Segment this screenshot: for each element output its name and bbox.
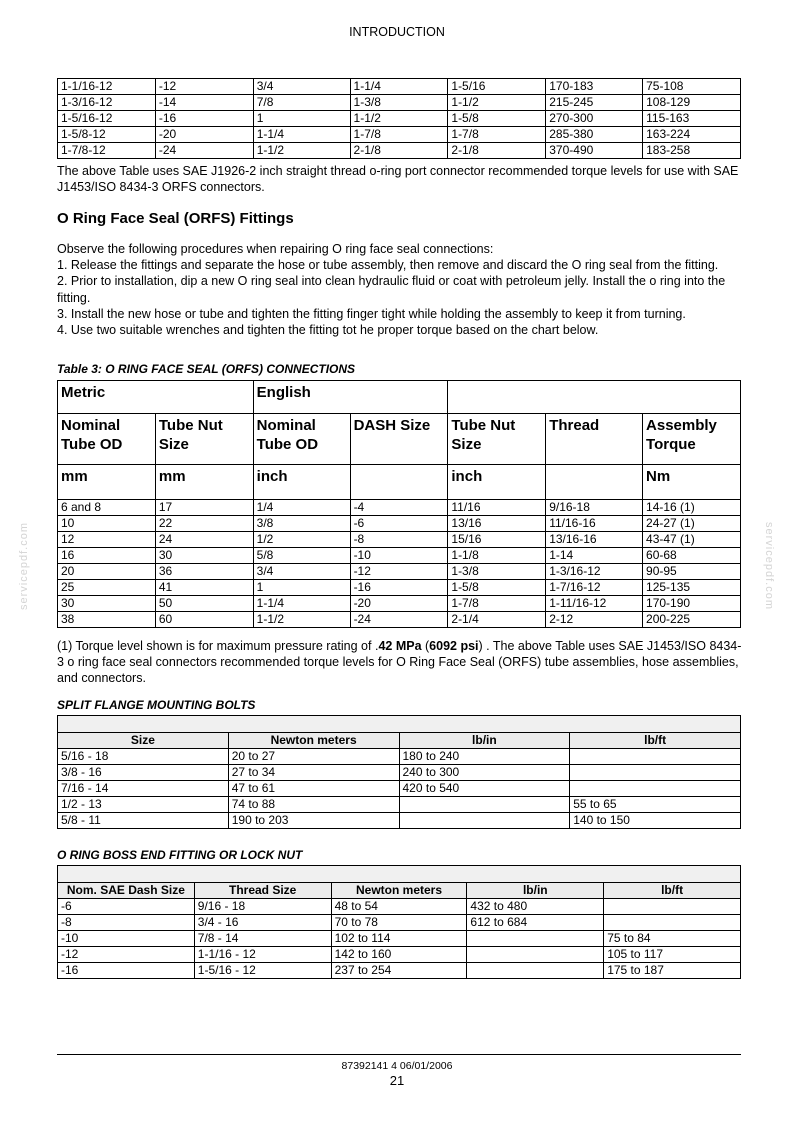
table-cell bbox=[570, 765, 741, 781]
table-cell: 24-27 (1) bbox=[643, 516, 741, 532]
table-row bbox=[58, 947, 741, 963]
table-cell: 2-12 bbox=[546, 612, 643, 628]
table-cell: -12 bbox=[58, 947, 195, 963]
table-cell: 1-5/8 bbox=[448, 580, 546, 596]
table-row bbox=[58, 548, 741, 564]
table-cell: 16 bbox=[58, 548, 156, 564]
col-header: lb/ft bbox=[604, 883, 741, 899]
col-header: Thread bbox=[546, 414, 643, 465]
table-cell: 1-1/4 bbox=[350, 79, 448, 95]
table-cell: -8 bbox=[58, 915, 195, 931]
group-blank bbox=[448, 381, 741, 414]
watermark-right: servicepdf.com bbox=[762, 522, 775, 610]
col-header: Tube Nut Size bbox=[448, 414, 546, 465]
split-flange-caption: SPLIT FLANGE MOUNTING BOLTS bbox=[57, 698, 256, 712]
col-header: DASH Size bbox=[350, 414, 448, 465]
table-cell: 48 to 54 bbox=[331, 899, 467, 915]
table-cell: 370-490 bbox=[546, 143, 643, 159]
table-cell: 3/4 bbox=[253, 564, 350, 580]
table-cell: -16 bbox=[350, 580, 448, 596]
page-number: 21 bbox=[389, 1073, 405, 1088]
table-cell: 9/16 - 18 bbox=[194, 899, 331, 915]
table-cell: 1 bbox=[253, 580, 350, 596]
unit-cell bbox=[350, 465, 448, 500]
split-flange-body bbox=[58, 749, 741, 829]
table-row bbox=[58, 915, 741, 931]
table-cell bbox=[570, 781, 741, 797]
col-header: Newton meters bbox=[228, 733, 399, 749]
table-cell bbox=[467, 947, 604, 963]
col-header: lb/in bbox=[399, 733, 570, 749]
table-cell: 2-1/4 bbox=[448, 612, 546, 628]
col-header: Newton meters bbox=[331, 883, 467, 899]
table-cell: 1-3/16-12 bbox=[58, 95, 156, 111]
table-cell: 1-3/8 bbox=[350, 95, 448, 111]
table-cell: 1-3/16-12 bbox=[546, 564, 643, 580]
note-text: (1) Torque level shown is for maximum pressure rating of . bbox=[57, 639, 379, 653]
procedure-step: 1. Release the fittings and separate the hose or tube assembly, then remove and discard the O ring seal from the fitting. bbox=[57, 258, 719, 273]
watermark-left: servicepdf.com bbox=[17, 522, 30, 610]
table-cell: 75 to 84 bbox=[604, 931, 741, 947]
table-cell: 55 to 65 bbox=[570, 797, 741, 813]
table-cell: -6 bbox=[350, 516, 448, 532]
table-cell: 24 bbox=[155, 532, 253, 548]
table-cell: 1/2 bbox=[253, 532, 350, 548]
table-cell: 1 bbox=[253, 111, 350, 127]
table-cell: 1-7/8 bbox=[448, 596, 546, 612]
table-row bbox=[58, 516, 741, 532]
table-cell: -24 bbox=[350, 612, 448, 628]
table-cell: 30 bbox=[155, 548, 253, 564]
table-cell: 115-163 bbox=[643, 111, 741, 127]
table-cell: 1-1/4 bbox=[253, 596, 350, 612]
table-cell: 17 bbox=[155, 500, 253, 516]
table-cell: 11/16 bbox=[448, 500, 546, 516]
table-cell: 175 to 187 bbox=[604, 963, 741, 979]
table-cell: 38 bbox=[58, 612, 156, 628]
table-cell: 163-224 bbox=[643, 127, 741, 143]
table-cell: 10 bbox=[58, 516, 156, 532]
table-cell: 1-5/16-12 bbox=[58, 111, 156, 127]
table-cell: -8 bbox=[350, 532, 448, 548]
table-cell: 50 bbox=[155, 596, 253, 612]
table-cell: 11/16-16 bbox=[546, 516, 643, 532]
table-cell: 5/8 bbox=[253, 548, 350, 564]
table-cell bbox=[467, 963, 604, 979]
table-cell: 20 bbox=[58, 564, 156, 580]
table-cell bbox=[467, 931, 604, 947]
col-header: Tube Nut Size bbox=[155, 414, 253, 465]
table-cell: -6 bbox=[58, 899, 195, 915]
page-header: INTRODUCTION bbox=[349, 25, 445, 39]
table-cell: -10 bbox=[58, 931, 195, 947]
table-cell: 240 to 300 bbox=[399, 765, 570, 781]
table-cell: 3/8 - 16 bbox=[58, 765, 229, 781]
table-cell: 1-11/16-12 bbox=[546, 596, 643, 612]
table-row bbox=[58, 564, 741, 580]
table-cell: 43-47 (1) bbox=[643, 532, 741, 548]
table-row bbox=[58, 781, 741, 797]
pressure-psi: 6092 psi bbox=[429, 639, 479, 653]
table-row bbox=[58, 749, 741, 765]
table-cell: -10 bbox=[350, 548, 448, 564]
col-header: lb/ft bbox=[570, 733, 741, 749]
table-cell: 15/16 bbox=[448, 532, 546, 548]
table-cell: -16 bbox=[155, 111, 253, 127]
table-cell: 27 to 34 bbox=[228, 765, 399, 781]
table-cell: 1-1/2 bbox=[253, 612, 350, 628]
table-cell: 60 bbox=[155, 612, 253, 628]
torque-table-body bbox=[58, 79, 741, 159]
note-text: ) . The above Table uses SAE J1453/ISO 8434-3 o ring face seal connectors recommended torque levels for O Ring Face Seal (ORFS) tube assemblies, hose assemblies, and connectors. bbox=[57, 639, 742, 686]
table-cell: 285-380 bbox=[546, 127, 643, 143]
table-cell: 1-1/2 bbox=[448, 95, 546, 111]
table-cell: 1-1/16-12 bbox=[58, 79, 156, 95]
table-cell: 1/2 - 13 bbox=[58, 797, 229, 813]
footer-rule bbox=[57, 1054, 741, 1055]
table-cell: 1-1/16 - 12 bbox=[194, 947, 331, 963]
table-cell: 1-1/2 bbox=[350, 111, 448, 127]
table-cell: 105 to 117 bbox=[604, 947, 741, 963]
table-cell: -4 bbox=[350, 500, 448, 516]
procedure-step: 4. Use two suitable wrenches and tighten the fitting tot he proper torque based on the chart below. bbox=[57, 323, 599, 338]
table-cell: 1-1/8 bbox=[448, 548, 546, 564]
table-cell: 3/4 bbox=[253, 79, 350, 95]
table-cell: 36 bbox=[155, 564, 253, 580]
table-row bbox=[58, 127, 741, 143]
oring-boss-body bbox=[58, 899, 741, 979]
table-cell: 1-7/16-12 bbox=[546, 580, 643, 596]
col-header: Nom. SAE Dash Size bbox=[58, 883, 195, 899]
table-title-bar bbox=[58, 866, 741, 883]
table-cell: 1-7/8-12 bbox=[58, 143, 156, 159]
table-cell: 140 to 150 bbox=[570, 813, 741, 829]
col-header: Size bbox=[58, 733, 229, 749]
table-cell bbox=[604, 899, 741, 915]
table-cell: 3/8 bbox=[253, 516, 350, 532]
table-row bbox=[58, 963, 741, 979]
unit-cell: inch bbox=[253, 465, 350, 500]
table-cell: 180 to 240 bbox=[399, 749, 570, 765]
table-cell: -20 bbox=[350, 596, 448, 612]
table-cell: 170-190 bbox=[643, 596, 741, 612]
col-header: Nominal Tube OD bbox=[253, 414, 350, 465]
unit-cell bbox=[546, 465, 643, 500]
table-cell: 12 bbox=[58, 532, 156, 548]
table-cell: 170-183 bbox=[546, 79, 643, 95]
table-cell: 7/16 - 14 bbox=[58, 781, 229, 797]
table-row bbox=[58, 79, 741, 95]
table-cell: 20 to 27 bbox=[228, 749, 399, 765]
oring-boss-caption: O RING BOSS END FITTING OR LOCK NUT bbox=[57, 848, 303, 862]
split-flange-table bbox=[57, 715, 741, 829]
orfs-connections-table bbox=[57, 380, 741, 628]
table-cell: 41 bbox=[155, 580, 253, 596]
table-cell: 2-1/8 bbox=[448, 143, 546, 159]
procedure-text bbox=[57, 241, 747, 338]
group-metric: Metric bbox=[58, 381, 254, 414]
section-title: O Ring Face Seal (ORFS) Fittings bbox=[57, 210, 294, 227]
table-cell bbox=[399, 813, 570, 829]
table-cell: 13/16-16 bbox=[546, 532, 643, 548]
table-cell: 70 to 78 bbox=[331, 915, 467, 931]
table-cell: 270-300 bbox=[546, 111, 643, 127]
table-cell: 90-95 bbox=[643, 564, 741, 580]
table-cell: 6 and 8 bbox=[58, 500, 156, 516]
table-cell: 108-129 bbox=[643, 95, 741, 111]
table-cell bbox=[570, 749, 741, 765]
table-cell: -14 bbox=[155, 95, 253, 111]
orfs-table-body bbox=[58, 500, 741, 628]
table-cell: 25 bbox=[58, 580, 156, 596]
table-row bbox=[58, 143, 741, 159]
table-row bbox=[58, 765, 741, 781]
table-row bbox=[58, 813, 741, 829]
unit-cell: mm bbox=[58, 465, 156, 500]
table-cell: 183-258 bbox=[643, 143, 741, 159]
group-english: English bbox=[253, 381, 448, 414]
note-text: ( bbox=[421, 639, 430, 653]
col-header: Nominal Tube OD bbox=[58, 414, 156, 465]
col-header: lb/in bbox=[467, 883, 604, 899]
table-cell: 7/8 bbox=[253, 95, 350, 111]
unit-cell: Nm bbox=[643, 465, 741, 500]
table-row bbox=[58, 95, 741, 111]
col-header: Thread Size bbox=[194, 883, 331, 899]
table-cell: -20 bbox=[155, 127, 253, 143]
table-cell: 7/8 - 14 bbox=[194, 931, 331, 947]
pressure-mpa: 42 MPa bbox=[378, 639, 422, 653]
table-cell: 22 bbox=[155, 516, 253, 532]
unit-cell: mm bbox=[155, 465, 253, 500]
procedure-intro: Observe the following procedures when repairing O ring face seal connections: bbox=[57, 242, 494, 256]
table-cell: 1-7/8 bbox=[448, 127, 546, 143]
table-cell: 30 bbox=[58, 596, 156, 612]
table-title-bar bbox=[58, 716, 741, 733]
table-cell: 125-135 bbox=[643, 580, 741, 596]
table-cell: 3/4 - 16 bbox=[194, 915, 331, 931]
table-cell: 75-108 bbox=[643, 79, 741, 95]
procedure-step: 2. Prior to installation, dip a new O ring seal into clean hydraulic fluid or coat with petroleum jelly. Install the o ring into the fitting. bbox=[57, 274, 726, 305]
oring-boss-table bbox=[57, 865, 741, 979]
table-row bbox=[58, 797, 741, 813]
table-cell: 1-14 bbox=[546, 548, 643, 564]
table-cell: 5/16 - 18 bbox=[58, 749, 229, 765]
table-row bbox=[58, 500, 741, 516]
table-row bbox=[58, 931, 741, 947]
table-cell: 1-5/8-12 bbox=[58, 127, 156, 143]
document-number: 87392141 4 06/01/2006 bbox=[341, 1060, 453, 1072]
table-cell: 1-1/2 bbox=[253, 143, 350, 159]
table-row bbox=[58, 111, 741, 127]
table-cell: 200-225 bbox=[643, 612, 741, 628]
table-cell: -16 bbox=[58, 963, 195, 979]
torque-table-continued bbox=[57, 78, 741, 159]
table-cell: 13/16 bbox=[448, 516, 546, 532]
col-header: Assembly Torque bbox=[643, 414, 741, 465]
table-cell: 47 to 61 bbox=[228, 781, 399, 797]
table-cell: 237 to 254 bbox=[331, 963, 467, 979]
table-cell: 1-5/8 bbox=[448, 111, 546, 127]
table-cell: 60-68 bbox=[643, 548, 741, 564]
table-cell: 1-7/8 bbox=[350, 127, 448, 143]
table-row bbox=[58, 532, 741, 548]
table3-caption: Table 3: O RING FACE SEAL (ORFS) CONNECTIONS bbox=[57, 362, 356, 376]
table3-note bbox=[57, 638, 747, 687]
table-cell: 1-1/4 bbox=[253, 127, 350, 143]
table-cell: 74 to 88 bbox=[228, 797, 399, 813]
table-cell: 432 to 480 bbox=[467, 899, 604, 915]
table-cell: -12 bbox=[350, 564, 448, 580]
unit-cell: inch bbox=[448, 465, 546, 500]
table-cell: 1-3/8 bbox=[448, 564, 546, 580]
table-cell: 1-5/16 bbox=[448, 79, 546, 95]
table-cell bbox=[604, 915, 741, 931]
table-cell: 1-5/16 - 12 bbox=[194, 963, 331, 979]
table-row bbox=[58, 899, 741, 915]
procedure-step: 3. Install the new hose or tube and tighten the fitting finger tight while holding the assembly to keep it from turning. bbox=[57, 306, 686, 321]
table-cell bbox=[399, 797, 570, 813]
table-cell: 9/16-18 bbox=[546, 500, 643, 516]
table-cell: 190 to 203 bbox=[228, 813, 399, 829]
table-cell: 1/4 bbox=[253, 500, 350, 516]
table-cell: 215-245 bbox=[546, 95, 643, 111]
table-row bbox=[58, 612, 741, 628]
table-cell: 420 to 540 bbox=[399, 781, 570, 797]
table-note: The above Table uses SAE J1926-2 inch straight thread o-ring port connector recommended torque levels for use with SAE J1453/ISO 8434-3 ORFS connectors. bbox=[57, 164, 739, 195]
table-cell: 612 to 684 bbox=[467, 915, 604, 931]
table-cell: -12 bbox=[155, 79, 253, 95]
table-cell: 14-16 (1) bbox=[643, 500, 741, 516]
table-cell: 2-1/8 bbox=[350, 143, 448, 159]
table-row bbox=[58, 580, 741, 596]
table-cell: 102 to 114 bbox=[331, 931, 467, 947]
table-cell: -24 bbox=[155, 143, 253, 159]
table-cell: 5/8 - 11 bbox=[58, 813, 229, 829]
table-cell: 142 to 160 bbox=[331, 947, 467, 963]
table-row bbox=[58, 596, 741, 612]
